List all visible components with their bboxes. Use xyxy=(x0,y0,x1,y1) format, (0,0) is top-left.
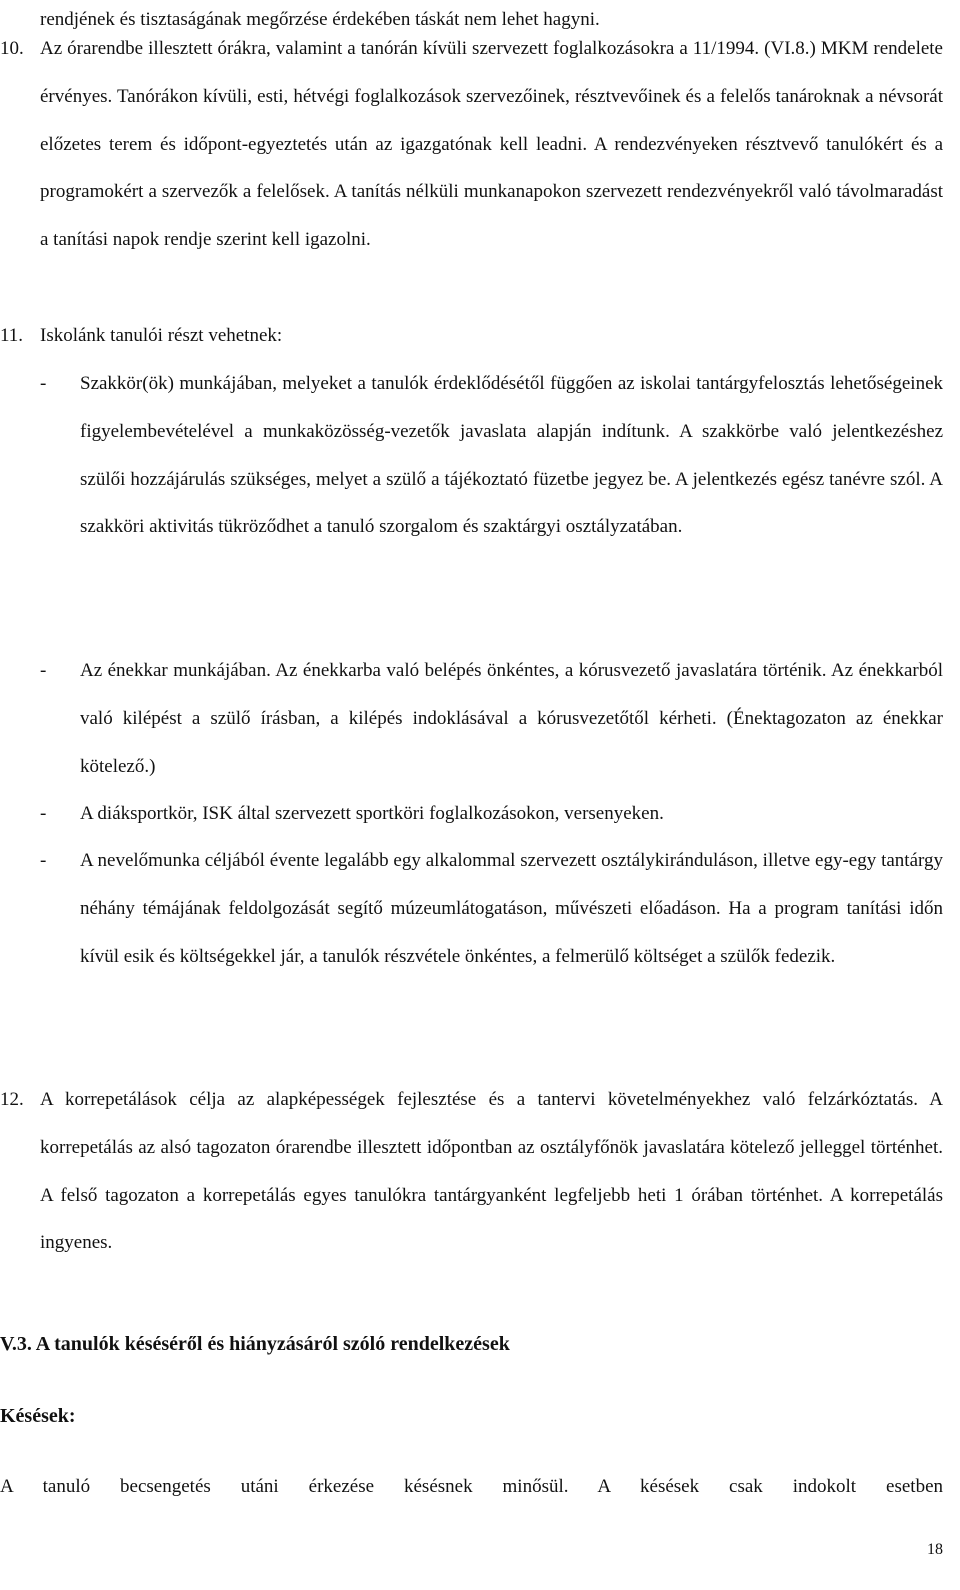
bullet-text: A diáksportkör, ISK által szervezett sportköri foglalkozásokon, versenyeken. xyxy=(80,803,664,824)
item-11-intro: Iskolánk tanulói részt vehetnek: xyxy=(40,325,283,346)
item-11-bullet-4 xyxy=(40,837,943,980)
item-11-bullet-1 xyxy=(40,360,943,551)
bullet-dash: - xyxy=(40,850,47,871)
item-12-text: A korrepetálások célja az alapképességek fejlesztése és a tantervi követelményekhez való felzárkóztatás. A korrepetálás az alsó tagozaton órarendbe illesztett időpontban az osztályfőnök javaslatára kötelező jelleggel történhet. A felső tagozaton a korrepetálás egyes tanulókra tantárgyanként legfeljebb heti 1 órában történhet. A korrepetálás ingyenes. xyxy=(40,1089,943,1254)
subheading: Késések: xyxy=(0,1405,76,1427)
page-number: 18 xyxy=(927,1541,943,1558)
bullet-text: A nevelőmunka céljából évente legalább egy alkalommal szervezett osztálykiránduláson, illetve egy-egy tantárgy néhány témájának feldolgozását segítő múzeumlátogatáson, művészeti előadáson. Ha a program tanítási időn kívül esik és költségekkel jár, a tanulók részvétele önkéntes, a felmerülő költséget a szülők fedezik. xyxy=(80,850,943,967)
continuation-text: rendjének és tisztaságának megőrzése érdekében táskát nem lehet hagyni. xyxy=(40,9,600,30)
bullet-dash: - xyxy=(40,803,47,824)
item-11-number: 11. xyxy=(0,325,24,346)
item-11-bullet-2 xyxy=(40,647,943,790)
bullet-text: Szakkör(ök) munkájában, melyeket a tanulók érdeklődésétől függően az iskolai tantárgyfelosztás lehetőségeinek figyelembevételével a munkaközösség-vezetők javaslata alapján indítunk. A szakkörbe való jelentkezéshez szülői hozzájárulás szükséges, melyet a szülő a tájékoztató füzetbe jegyez be. A jelentkezés egész tanévre szól. A szakköri aktivitás tükröződhet a tanuló szorgalom és szaktárgyi osztályzatában. xyxy=(80,373,943,538)
item-11-bullet-3 xyxy=(40,790,943,838)
bullet-dash: - xyxy=(40,660,47,681)
item-12-number: 12. xyxy=(0,1089,24,1110)
bullet-text: Az énekkar munkájában. Az énekkarba való belépés önkéntes, a kórusvezető javaslatára történik. Az énekkarból való kilépést a szülő írásban, a kilépés indoklásával a kórusvezetőtől kérheti. (Énektagozaton az énekkar kötelező.) xyxy=(80,660,943,777)
item-10-number: 10. xyxy=(0,38,24,59)
item-10-text: Az órarendbe illesztett órákra, valamint a tanórán kívüli szervezett foglalkozásokra a 11/1994. (VI.8.) MKM rendelete érvényes. Tanórákon kívüli, esti, hétvégi foglalkozások szervezőinek, résztvevőinek és a felelős tanároknak a névsorát előzetes terem és időpont-egyeztetés után az igazgatónak kell leadni. A rendezvényeken résztvevő tanulókért és a programokért a szervezők a felelősek. A tanítás nélküli munkanapokon szervezett rendezvényekről való távolmaradást a tanítási napok rendje szerint kell igazolni. xyxy=(40,38,943,251)
section-heading: V.3. A tanulók késéséről és hiányzásáról szóló rendelkezések xyxy=(0,1333,510,1355)
closing-line: A tanuló becsengetés utáni érkezése késésnek minősül. A késések csak indokolt esetben xyxy=(0,1476,943,1497)
bullet-dash: - xyxy=(40,373,47,394)
